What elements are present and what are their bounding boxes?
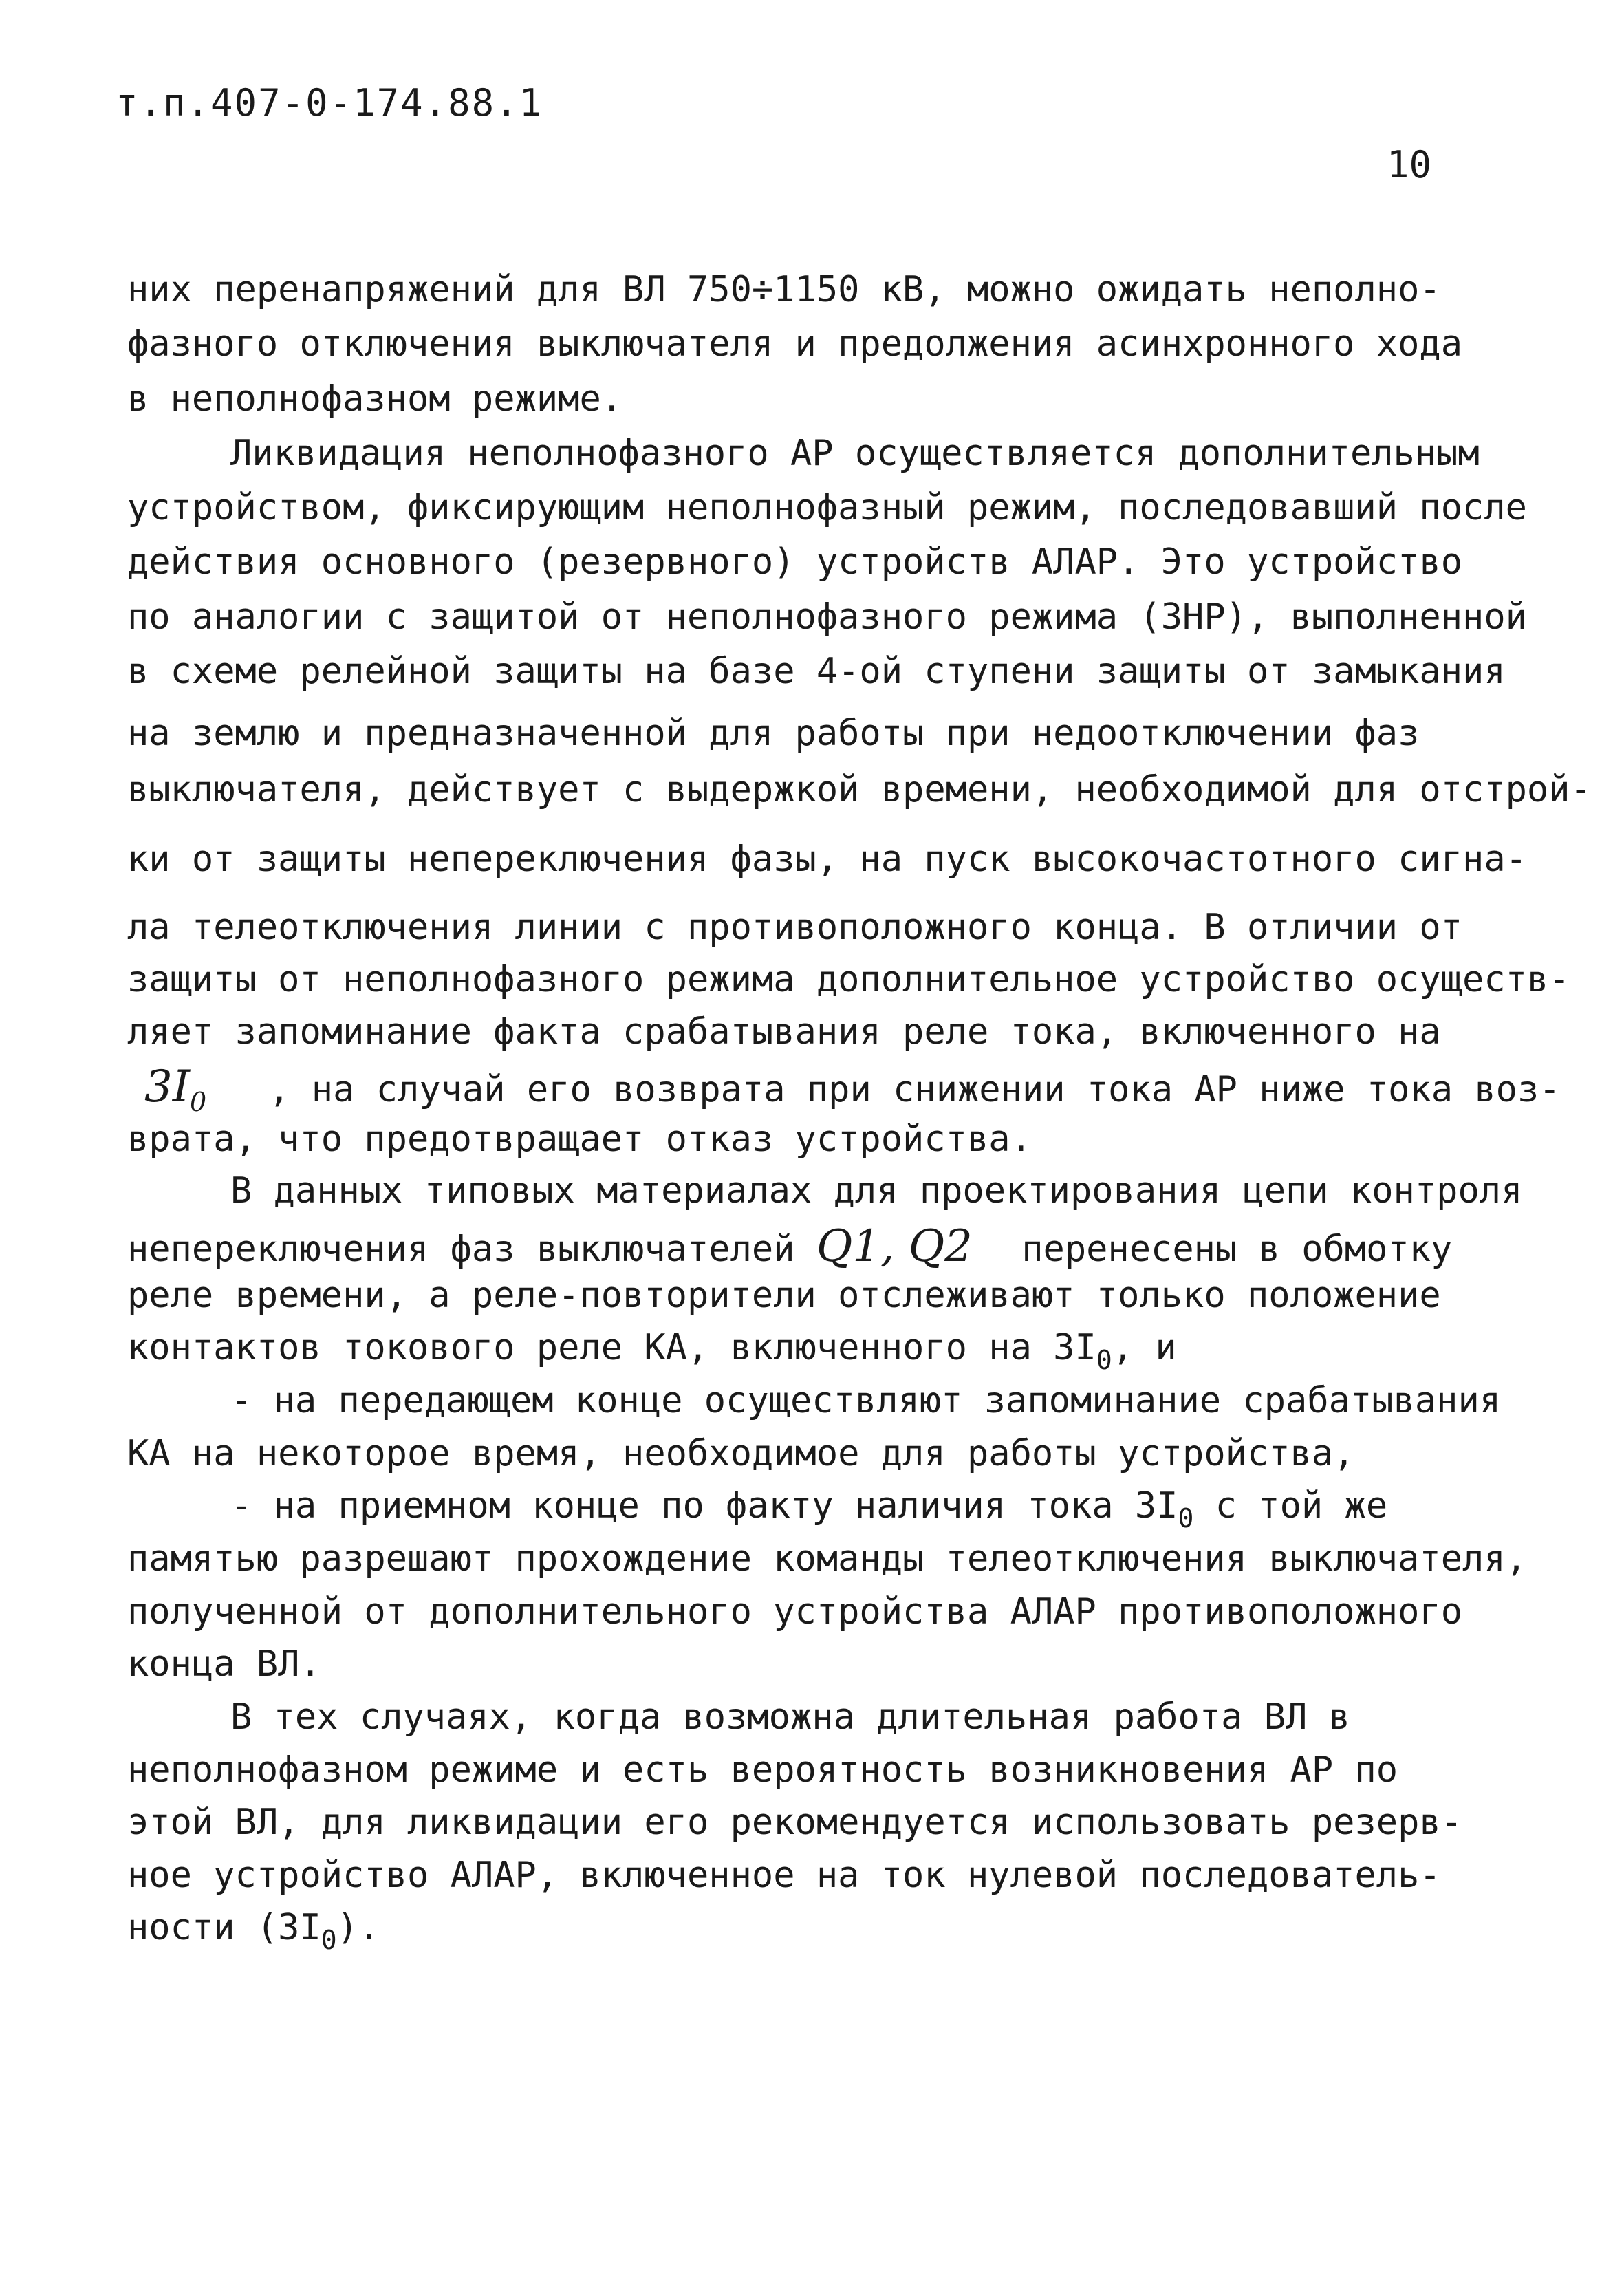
text-line: - на приемном конце по факту наличия тока $3I_0$ с той же: [230, 1485, 1388, 1533]
text-line: ности $(3I_0)$.: [127, 1907, 380, 1955]
text-line: В данных типовых материалах для проектирования цепи контроля: [230, 1170, 1523, 1211]
text-line: защиты от неполнофазного режима дополнительное устройство осуществ-: [127, 959, 1570, 1000]
text-line: Ликвидация неполнофазного АР осуществляется дополнительным: [230, 433, 1480, 474]
document-code: т.п.407-0-174.88.1: [116, 81, 543, 125]
handwritten-3i0: $3I_0$: [144, 1061, 207, 1117]
text-line: В тех случаях, когда возможна длительная работа ВЛ в: [230, 1696, 1350, 1738]
text-line: ляет запоминание факта срабатывания реле тока, включенного на: [127, 1011, 1441, 1053]
text-line: на землю и предназначенной для работы при недоотключении фаз: [127, 713, 1420, 754]
text-line: в неполнофазном режиме.: [127, 378, 623, 420]
text-line: действия основного (резервного) устройств АЛАР. Это устройство: [127, 541, 1463, 583]
text-line: врата, что предотвращает отказ устройства.: [127, 1119, 1032, 1160]
text-line: конца ВЛ.: [127, 1643, 321, 1685]
text-line: памятью разрешают прохождение команды телеотключения выключателя,: [127, 1538, 1527, 1579]
text-line: контактов токового реле КА, включенного на $3I_0$, и: [127, 1327, 1177, 1375]
text-line: $3I_0$ , на случай его возврата при снижении тока АР ниже тока воз-: [144, 1061, 1561, 1117]
page-number: 10: [1387, 143, 1432, 186]
text-line: - на передающем конце осуществляют запоминание срабатывания: [230, 1380, 1502, 1421]
text-line: КА на некоторое время, необходимое для работы устройства,: [127, 1433, 1355, 1474]
text-line: полученной от дополнительного устройства АЛАР противоположного: [127, 1591, 1463, 1632]
text-line: устройством, фиксирующим неполнофазный режим, последовавший после: [127, 487, 1527, 528]
text-line: реле времени, а реле-повторители отслеживают только положение: [127, 1275, 1441, 1316]
text-line: ки от защиты непереключения фазы, на пуск высокочастотного сигна-: [127, 839, 1527, 880]
handwritten-q1-q2: Q1, Q2: [816, 1221, 973, 1272]
text-line: этой ВЛ, для ликвидации его рекомендуется использовать резерв-: [127, 1802, 1463, 1843]
text-line: ное устройство АЛАР, включенное на ток нулевой последователь-: [127, 1855, 1441, 1896]
text-line: выключателя, действует с выдержкой времени, необходимой для отстрой-: [127, 769, 1592, 810]
text-line: непереключения фаз выключателей Q1, Q2 перенесены в обмотку: [127, 1221, 1453, 1272]
text-line: них перенапряжений для ВЛ 750÷1150 кВ, можно ожидать неполно-: [127, 269, 1441, 310]
text-line: фазного отключения выключателя и предолжения асинхронного хода: [127, 323, 1463, 365]
text-line: ла телеотключения линии с противоположного конца. В отличии от: [127, 907, 1463, 948]
text-line: по аналогии с защитой от неполнофазного режима (ЗНР), выполненной: [127, 596, 1527, 638]
text-line: в схеме релейной защиты на базе 4-ой ступени защиты от замыкания: [127, 651, 1506, 692]
text-line: неполнофазном режиме и есть вероятность возникновения АР по: [127, 1749, 1398, 1791]
